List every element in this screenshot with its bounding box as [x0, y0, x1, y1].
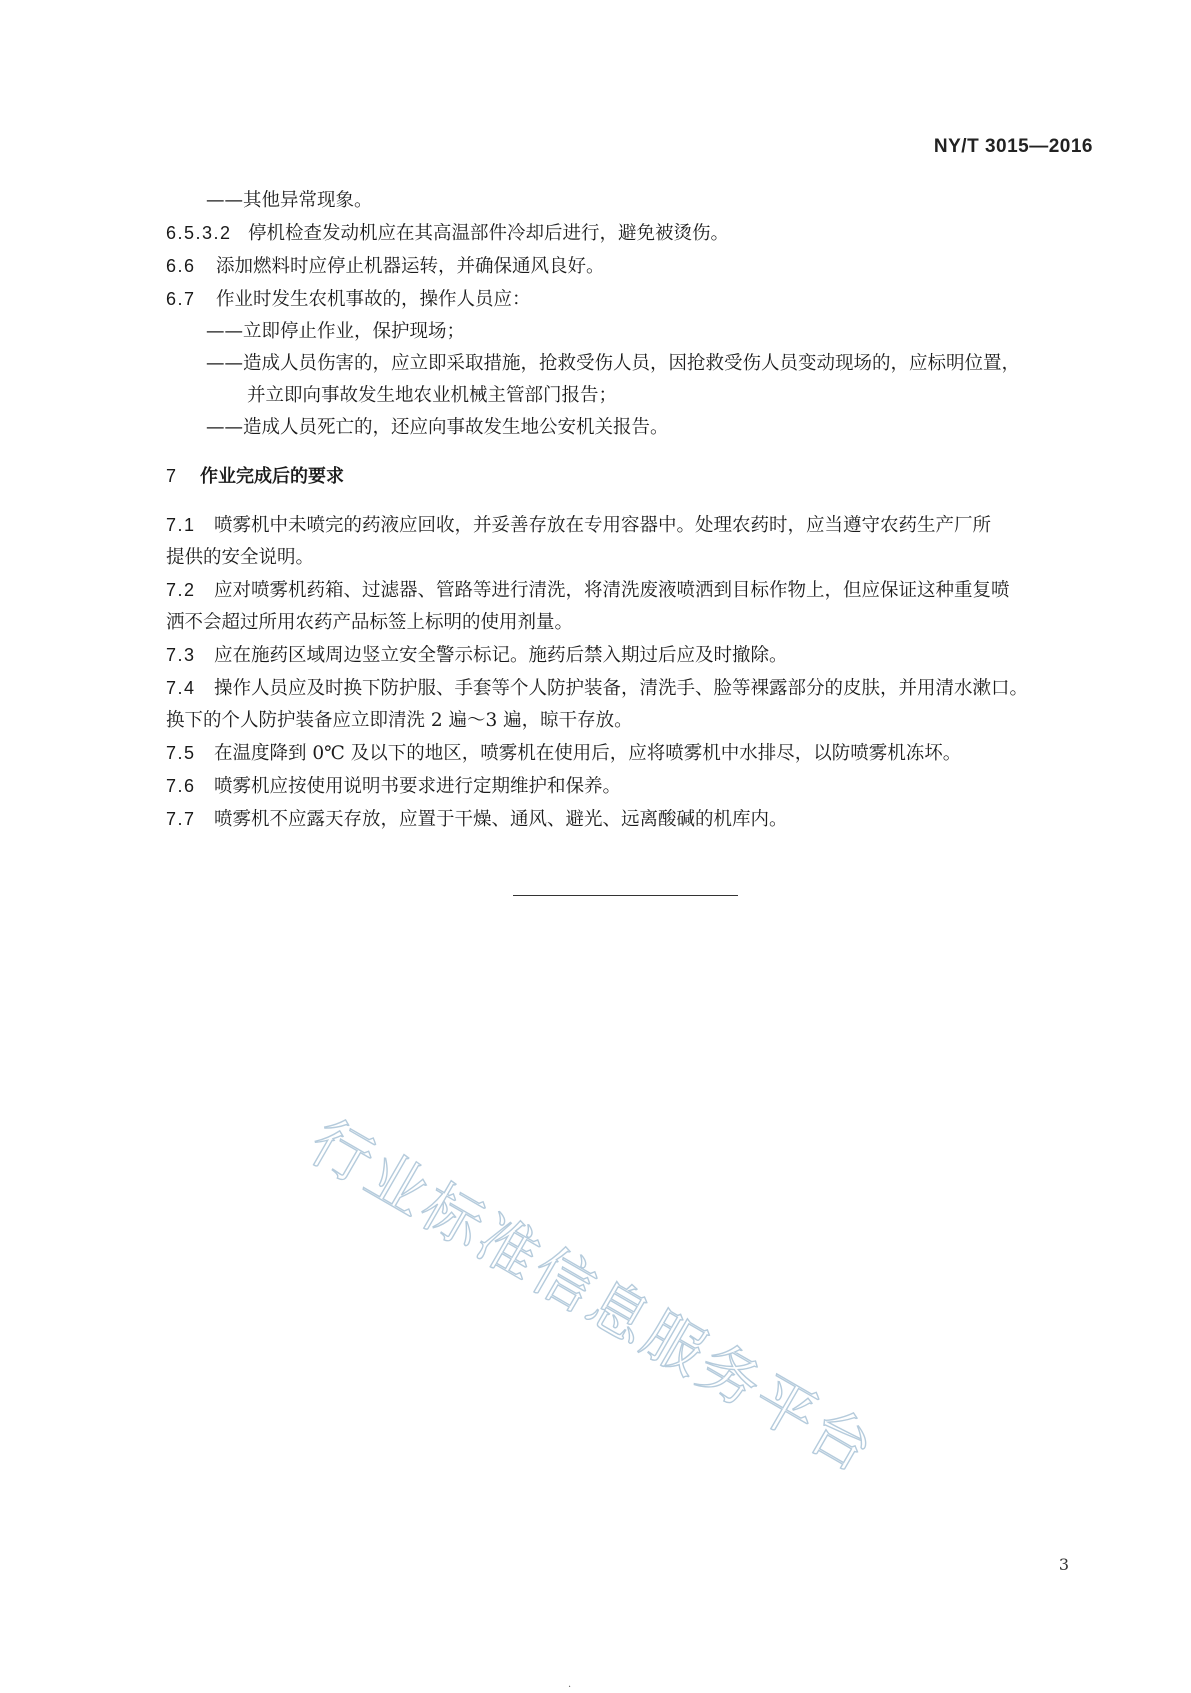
clause-number: 7.1: [166, 515, 196, 535]
footer-mark: ·: [568, 1682, 572, 1693]
dash-item-continuation: 并立即向事故发生地农业机械主管部门报告；: [247, 385, 618, 406]
clause-continuation: 提供的安全说明。: [166, 547, 315, 568]
clause-7-3: [166, 639, 1096, 672]
section-number: 7: [166, 466, 178, 486]
clause-continuation: 换下的个人防护装备应立即清洗 2 遍～3 遍，晾干存放。: [166, 710, 633, 731]
clause-7-6: [166, 770, 1096, 803]
clause-text: 喷雾机中未喷完的药液应回收，并妥善存放在专用容器中。处理农药时，应当遵守农药生产厂所: [214, 515, 992, 536]
watermark: 行业标准信息服务平台: [298, 1107, 888, 1488]
document-body: [166, 185, 1096, 836]
clause-number: 6.7: [166, 289, 196, 309]
standard-code: NY/T 3015—2016: [933, 136, 1093, 157]
section-title: 作业完成后的要求: [200, 466, 344, 487]
clause-number: 6.6: [166, 256, 196, 276]
section-heading: [166, 460, 1096, 493]
clause-number: 7.6: [166, 776, 196, 796]
clause-6-6: [166, 250, 1096, 283]
clause-7-7: [166, 803, 1096, 836]
clause-6-5-3-2: [166, 217, 1096, 250]
clause-number: 7.4: [166, 678, 196, 698]
clause-text: 操作人员应及时换下防护服、手套等个人防护装备，清洗手、脸等裸露部分的皮肤，并用清水漱口。: [214, 678, 1029, 699]
clause-text: 喷雾机不应露天存放，应置于干燥、通风、避光、远离酸碱的机库内。: [214, 809, 788, 830]
clause-text: 停机检查发动机应在其高温部件冷却后进行，避免被烫伤。: [248, 223, 730, 244]
clause-text: 应对喷雾机药箱、过滤器、管路等进行清洗，将清洗废液喷洒到目标作物上，但应保证这种重复喷: [214, 580, 1010, 601]
clause-number: 7.7: [166, 809, 196, 829]
clause-7-4: [166, 672, 1096, 705]
dash-item: ——其他异常现象。: [206, 190, 373, 211]
clause-7-5: [166, 737, 1096, 770]
dash-item: ——立即停止作业，保护现场；: [206, 321, 466, 342]
clause-number: 7.2: [166, 580, 196, 600]
clause-continuation: 洒不会超过所用农药产品标签上标明的使用剂量。: [166, 612, 574, 633]
clause-text: 作业时发生农机事故的，操作人员应：: [216, 289, 531, 310]
clause-7-1: [166, 509, 1096, 542]
clause-number: 7.5: [166, 743, 196, 763]
clause-number: 6.5.3.2: [166, 223, 232, 243]
dash-item: ——造成人员死亡的，还应向事故发生地公安机关报告。: [206, 417, 669, 438]
dash-item: ——造成人员伤害的，应立即采取措施，抢救受伤人员，因抢救受伤人员变动现场的，应标明位置，: [206, 353, 1021, 374]
clause-number: 7.3: [166, 645, 196, 665]
clause-text: 应在施药区域周边竖立安全警示标记。施药后禁入期过后应及时撤除。: [214, 645, 788, 666]
clause-text: 在温度降到 0℃ 及以下的地区，喷雾机在使用后，应将喷雾机中水排尽，以防喷雾机冻坏。: [214, 743, 962, 764]
clause-6-7: [166, 283, 1096, 316]
clause-text: 喷雾机应按使用说明书要求进行定期维护和保养。: [214, 776, 622, 797]
clause-7-2: [166, 574, 1096, 607]
end-of-document-rule: [513, 895, 738, 896]
page-number: 3: [1058, 1555, 1069, 1574]
clause-text: 添加燃料时应停止机器运转，并确保通风良好。: [216, 256, 605, 277]
